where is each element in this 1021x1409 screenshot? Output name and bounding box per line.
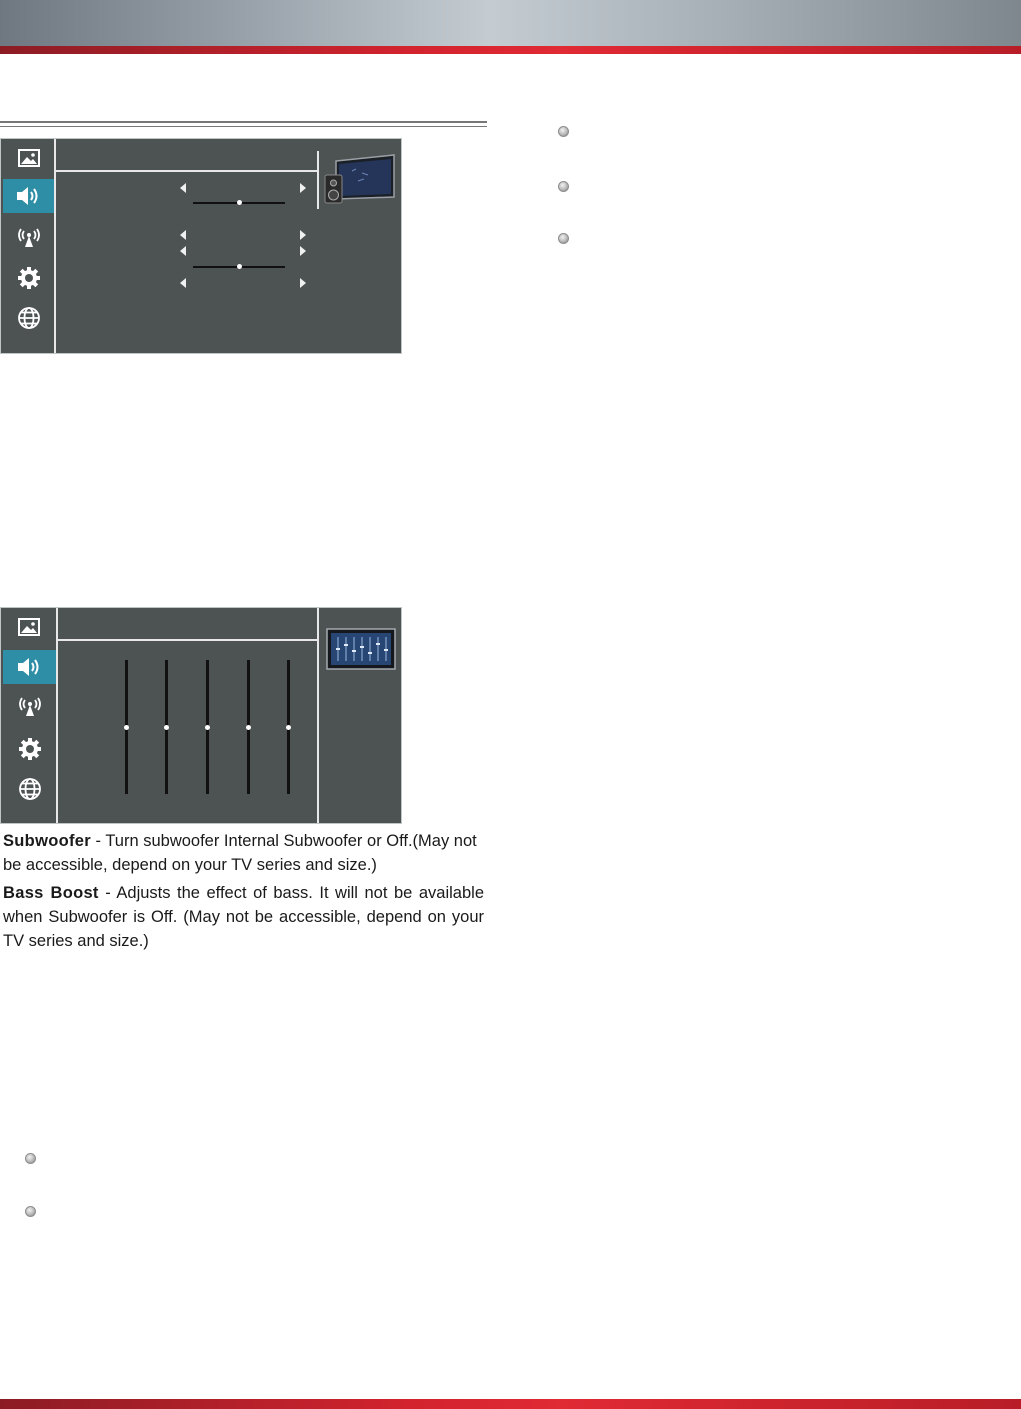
subwoofer-description bbox=[3, 829, 484, 877]
left-arrow-icon[interactable] bbox=[180, 246, 186, 256]
bass-boost-description bbox=[3, 881, 484, 953]
equalizer-band-2[interactable] bbox=[165, 660, 168, 794]
band-knob[interactable] bbox=[164, 725, 169, 730]
sound-icon[interactable] bbox=[3, 650, 56, 684]
band-knob[interactable] bbox=[286, 725, 291, 730]
section-rule bbox=[0, 121, 487, 123]
network-icon[interactable] bbox=[3, 301, 54, 335]
band-knob[interactable] bbox=[205, 725, 210, 730]
bullet-icon bbox=[25, 1153, 36, 1164]
level-slider[interactable] bbox=[193, 266, 285, 268]
bullet-icon bbox=[558, 181, 569, 192]
left-arrow-icon[interactable] bbox=[180, 183, 186, 193]
menu-header-line bbox=[58, 639, 318, 641]
band-knob[interactable] bbox=[246, 725, 251, 730]
level-slider[interactable] bbox=[193, 202, 285, 204]
equalizer-tv-illustration bbox=[326, 628, 396, 670]
right-arrow-icon[interactable] bbox=[300, 230, 306, 240]
equalizer-band-4[interactable] bbox=[247, 660, 250, 794]
section-rule-thin bbox=[0, 126, 487, 127]
picture-icon[interactable] bbox=[3, 610, 54, 644]
left-arrow-icon[interactable] bbox=[180, 230, 186, 240]
menu-divider bbox=[317, 608, 319, 823]
footer-red-stripe bbox=[0, 1399, 1021, 1409]
channel-icon[interactable] bbox=[3, 690, 56, 724]
settings-icon[interactable] bbox=[3, 261, 54, 295]
sound-icon[interactable] bbox=[3, 179, 54, 213]
menu-sidebar bbox=[3, 139, 56, 353]
right-arrow-icon[interactable] bbox=[300, 246, 306, 256]
equalizer-menu-screenshot bbox=[0, 607, 402, 824]
channel-icon[interactable] bbox=[3, 221, 54, 255]
bass-boost-term: Bass Boost bbox=[3, 884, 99, 902]
bullet-icon bbox=[25, 1206, 36, 1217]
subwoofer-text: - Turn subwoofer Internal Subwoofer or Off.(May not be accessible, depend on your TV series and size.) bbox=[3, 832, 477, 874]
menu-header-line bbox=[56, 170, 318, 172]
bullet-icon bbox=[558, 126, 569, 137]
network-icon[interactable] bbox=[3, 772, 56, 806]
slider-knob[interactable] bbox=[237, 264, 242, 269]
menu-sidebar bbox=[3, 608, 58, 823]
right-arrow-icon[interactable] bbox=[300, 183, 306, 193]
menu-divider bbox=[317, 151, 319, 209]
tv-speaker-illustration bbox=[322, 153, 398, 205]
equalizer-band-5[interactable] bbox=[287, 660, 290, 794]
left-arrow-icon[interactable] bbox=[180, 278, 186, 288]
header-red-stripe bbox=[0, 46, 1021, 54]
equalizer-band-3[interactable] bbox=[206, 660, 209, 794]
equalizer-band-1[interactable] bbox=[125, 660, 128, 794]
slider-knob[interactable] bbox=[237, 200, 242, 205]
picture-icon[interactable] bbox=[3, 141, 54, 175]
sound-menu-screenshot bbox=[0, 138, 402, 354]
header-band bbox=[0, 0, 1021, 46]
subwoofer-term: Subwoofer bbox=[3, 832, 91, 850]
settings-icon[interactable] bbox=[3, 732, 56, 766]
right-arrow-icon[interactable] bbox=[300, 278, 306, 288]
bullet-icon bbox=[558, 233, 569, 244]
bass-boost-text: - Adjusts the effect of bass. It will not be available when Subwoofer is Off. (May not be accessible, depend on your TV series and size.) bbox=[3, 884, 484, 950]
band-knob[interactable] bbox=[124, 725, 129, 730]
